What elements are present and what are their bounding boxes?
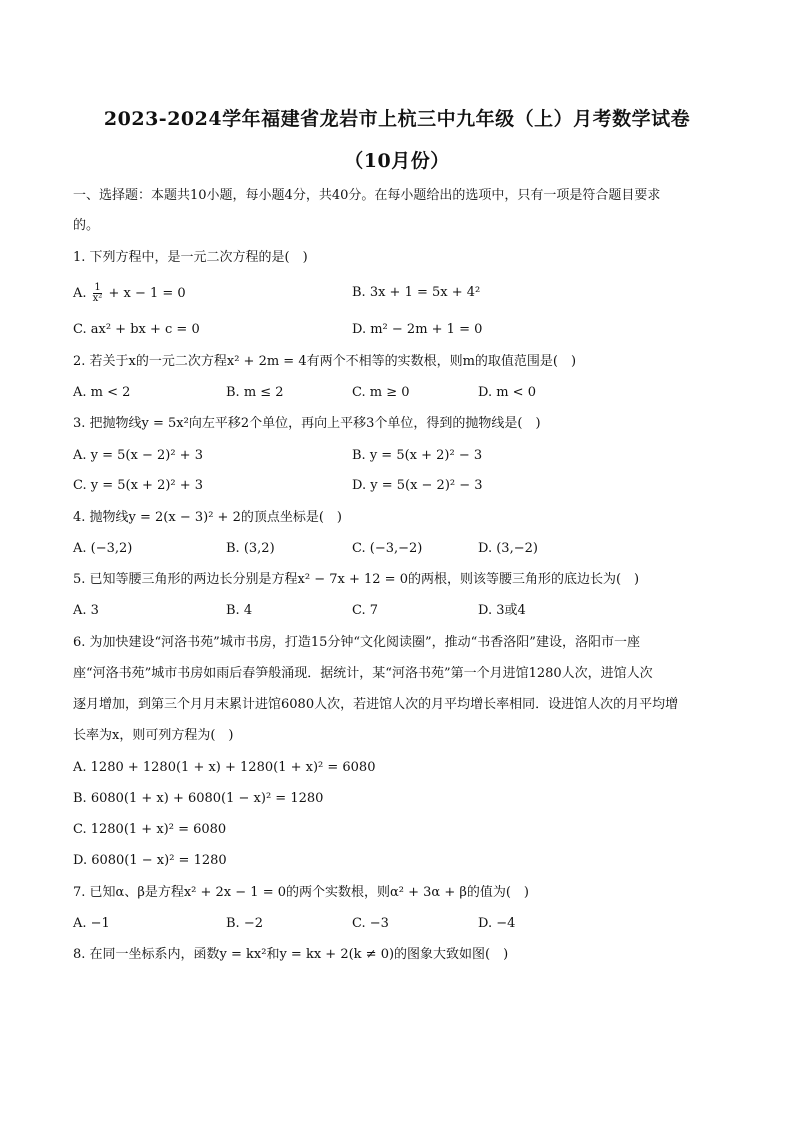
question-2-option-a: A. m < 2 bbox=[73, 385, 131, 400]
question-6-option-d: D. 6080(1 − x)² = 1280 bbox=[73, 853, 227, 868]
question-1-stem: 1. 下列方程中，是一元二次方程的是( ) bbox=[73, 250, 308, 265]
section-instructions-cont: 的。 bbox=[73, 218, 100, 233]
question-7-option-b: B. −2 bbox=[226, 916, 263, 931]
question-1-option-d: D. m² − 2m + 1 = 0 bbox=[352, 322, 483, 337]
question-6-stem-line-2: 座“河洛书苑”城市书房如雨后春笋般涌现．据统计，某“河洛书苑”第一个月进馆1280人次，进馆人次 bbox=[73, 666, 653, 681]
question-4-option-b: B. (3,2) bbox=[226, 541, 275, 556]
fraction bbox=[93, 283, 103, 304]
question-3-stem: 3. 把抛物线y = 5x²向左平移2个单位，再向上平移3个单位，得到的抛物线是( ) bbox=[73, 416, 541, 431]
question-3-option-c: C. y = 5(x + 2)² + 3 bbox=[73, 478, 204, 493]
question-6-stem-line-3: 逐月增加，到第三个月月末累计进馆6080人次，若进馆人次的月平均增长率相同．设进馆人次的月平均增 bbox=[73, 697, 679, 712]
question-2-stem: 2. 若关于x的一元二次方程x² + 2m = 4有两个不相等的实数根，则m的取值范围是( ) bbox=[73, 354, 577, 369]
question-7-option-a: A. −1 bbox=[73, 916, 110, 931]
question-6-option-b: B. 6080(1 + x) + 6080(1 − x)² = 1280 bbox=[73, 791, 324, 806]
question-5-option-b: B. 4 bbox=[226, 603, 253, 618]
question-6-option-a: A. 1280 + 1280(1 + x) + 1280(1 + x)² = 6080 bbox=[73, 760, 376, 775]
section-instructions: 一、选择题：本题共10小题，每小题4分，共40分。在每小题给出的选项中，只有一项是符合题目要求 bbox=[73, 188, 661, 203]
question-7-option-c: C. −3 bbox=[352, 916, 389, 931]
question-5-option-a: A. 3 bbox=[73, 603, 99, 618]
question-6-stem-line-1: 6. 为加快建设“河洛书苑”城市书房，打造15分钟“文化阅读圈”，推动“书香洛阳”建设，洛阳市一座 bbox=[73, 635, 640, 650]
question-5-option-c: C. 7 bbox=[352, 603, 379, 618]
question-2-option-c: C. m ≥ 0 bbox=[352, 385, 410, 400]
question-7-stem: 7. 已知α、β是方程x² + 2x − 1 = 0的两个实数根，则α² + 3α + β的值为( ) bbox=[73, 885, 530, 900]
question-1-option-a bbox=[73, 283, 186, 304]
fraction-numerator: 1 bbox=[94, 282, 101, 293]
question-1-option-c: C. ax² + bx + c = 0 bbox=[73, 322, 200, 337]
question-4-option-d: D. (3,−2) bbox=[478, 541, 538, 556]
question-5-stem: 5. 已知等腰三角形的两边长分别是方程x² − 7x + 12 = 0的两根，则该等腰三角形的底边长为( ) bbox=[73, 572, 640, 587]
question-4-option-c: C. (−3,−2) bbox=[352, 541, 423, 556]
question-4-stem: 4. 抛物线y = 2(x − 3)² + 2的顶点坐标是( ) bbox=[73, 510, 342, 525]
question-8-stem: 8. 在同一坐标系内，函数y = kx²和y = kx + 2(k ≠ 0)的图象大致如图( ) bbox=[73, 947, 509, 962]
option-a-label: A. bbox=[73, 286, 87, 301]
question-3-option-b: B. y = 5(x + 2)² − 3 bbox=[352, 448, 483, 463]
question-7-option-d: D. −4 bbox=[478, 916, 516, 931]
question-1-option-b: B. 3x + 1 = 5x + 4² bbox=[352, 285, 481, 300]
question-3-option-a: A. y = 5(x − 2)² + 3 bbox=[73, 448, 203, 463]
question-6-option-c: C. 1280(1 + x)² = 6080 bbox=[73, 822, 227, 837]
fraction-denominator: x² bbox=[92, 293, 103, 304]
question-6-stem-line-4: 长率为x，则可列方程为( ) bbox=[73, 728, 234, 743]
option-a-rest: + x − 1 = 0 bbox=[108, 286, 186, 301]
question-3-option-d: D. y = 5(x − 2)² − 3 bbox=[352, 478, 483, 493]
exam-subtitle: （10月份） bbox=[344, 150, 450, 172]
question-5-option-d: D. 3或4 bbox=[478, 603, 526, 618]
exam-title: 2023-2024学年福建省龙岩市上杭三中九年级（上）月考数学试卷 bbox=[103, 108, 691, 130]
question-2-option-d: D. m < 0 bbox=[478, 385, 536, 400]
question-4-option-a: A. (−3,2) bbox=[73, 541, 133, 556]
question-2-option-b: B. m ≤ 2 bbox=[226, 385, 284, 400]
